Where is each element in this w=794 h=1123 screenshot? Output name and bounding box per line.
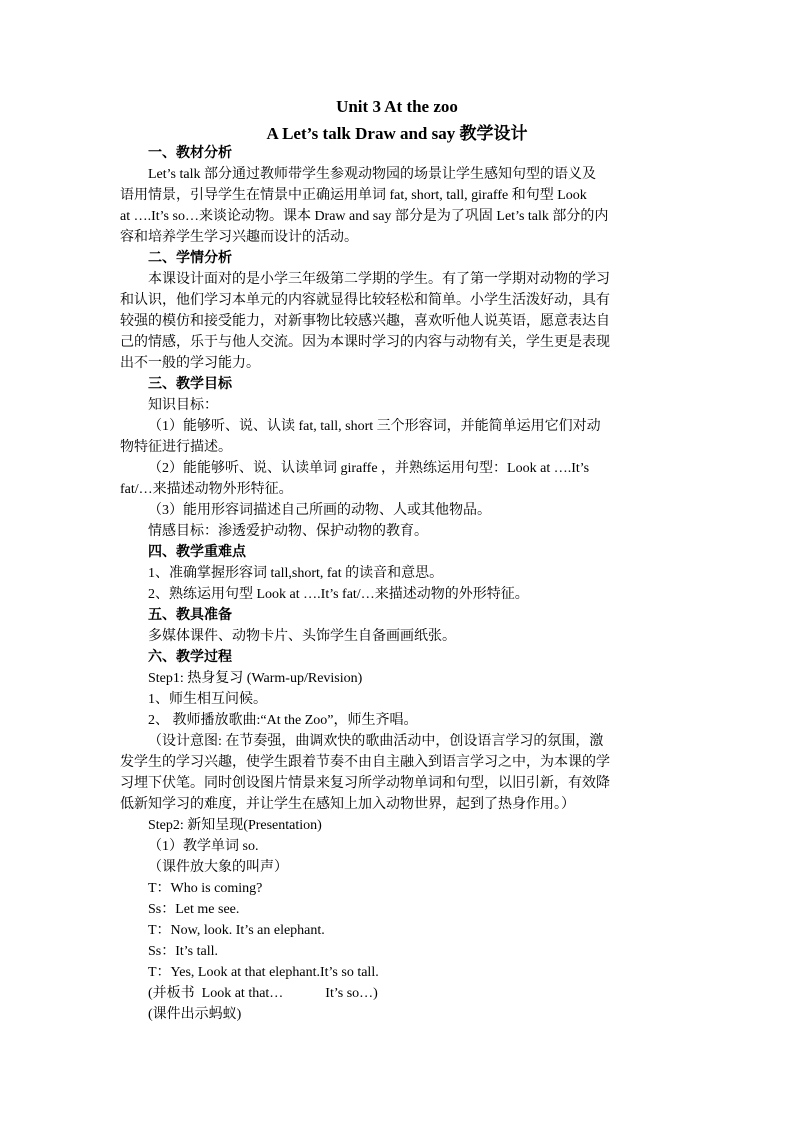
text-line: （课件放大象的叫声） (148, 860, 288, 875)
text-line: 情感目标：渗透爱护动物、保护动物的教育。 (148, 524, 428, 539)
dialogue-line: Ss：Let me see. (148, 902, 240, 917)
text-line: （3）能用形容词描述自己所画的动物、人或其他物品。 (148, 503, 491, 518)
dialogue-line: T：Now, look. It’s an elephant. (148, 923, 325, 938)
section-heading: 六、教学过程 (148, 650, 232, 665)
text-line: 容和培养学生学习兴趣而设计的活动。 (120, 230, 358, 245)
text-line: （2）能能够听、说、认读单词 giraffe ，并熟练运用句型：Look at ….It’s (148, 461, 590, 476)
text-line: 1、师生相互问候。 (148, 692, 267, 707)
text-line: 多媒体课件、动物卡片、头饰学生自备画画纸张。 (148, 629, 456, 644)
text-line: 物特征进行描述。 (120, 440, 232, 455)
section-heading: 四、教学重难点 (148, 545, 246, 560)
text-line: （设计意图: 在节奏强，曲调欢快的歌曲活动中，创设语言学习的氛围，激 (148, 734, 604, 749)
section-heading: 三、教学目标 (148, 377, 232, 392)
text-line: 己的情感，乐于与他人交流。因为本课时学习的内容与动物有关，学生更是表现 (120, 335, 610, 350)
section-heading: 一、教材分析 (148, 146, 232, 161)
section-heading: 二、学情分析 (148, 251, 232, 266)
document-title: Unit 3 At the zoo (336, 97, 458, 116)
section-heading: 五、教具准备 (148, 608, 232, 623)
dialogue-line: T：Yes, Look at that elephant.It’s so tall. (148, 965, 379, 980)
text-line: (并板书 Look at that… It’s so…) (148, 986, 378, 1001)
text-line: 2、熟练运用句型 Look at ….It’s fat/…来描述动物的外形特征。 (148, 587, 529, 602)
text-line: 发学生的学习兴趣，使学生跟着节奏不由自主融入到语言学习之中，为本课的学 (120, 755, 610, 770)
text-line: 出不一般的学习能力。 (120, 356, 260, 371)
text-line: 本课设计面对的是小学三年级第二学期的学生。有了第一学期对动物的学习 (148, 272, 610, 287)
text-line: （1）教学单词 so. (148, 839, 259, 854)
text-line: Step2: 新知呈现(Presentation) (148, 818, 322, 833)
text-line: 习埋下伏笔。同时创设图片情景来复习所学动物单词和句型，以旧引新，有效降 (120, 776, 610, 791)
text-line: 语用情景，引导学生在情景中正确运用单词 fat, short, tall, giraffe 和句型 Look (120, 188, 587, 203)
text-line: 1、准确掌握形容词 tall,short, fat 的读音和意思。 (148, 566, 444, 581)
dialogue-line: T：Who is coming? (148, 881, 263, 896)
text-line: 2、 教师播放歌曲:“At the Zoo”，师生齐唱。 (148, 713, 418, 728)
text-line: 较强的模仿和接受能力，对新事物比较感兴趣，喜欢听他人说英语，愿意表达自 (120, 314, 610, 329)
text-line: 和认识，他们学习本单元的内容就显得比较轻松和简单。小学生活泼好动，具有 (120, 293, 610, 308)
text-line: (课件出示蚂蚁) (148, 1007, 242, 1022)
text-line: （1）能够听、说、认读 fat, tall, short 三个形容词，并能简单运用它们对动 (148, 419, 601, 434)
text-line: Step1: 热身复习 (Warm-up/Revision) (148, 671, 363, 686)
dialogue-line: Ss：It’s tall. (148, 944, 219, 959)
text-line: at ….It’s so…来谈论动物。课本 Draw and say 部分是为了巩固 Let’s talk 部分的内 (120, 209, 609, 224)
text-line: Let’s talk 部分通过教师带学生参观动物园的场景让学生感知句型的语义及 (148, 167, 596, 182)
text-line: 低新知学习的难度，并让学生在感知上加入动物世界，起到了热身作用。） (120, 797, 575, 812)
text-line: 知识目标： (148, 398, 218, 413)
document-subtitle: A Let’s talk Draw and say 教学设计 (266, 124, 528, 143)
text-line: fat/…来描述动物外形特征。 (120, 482, 293, 497)
